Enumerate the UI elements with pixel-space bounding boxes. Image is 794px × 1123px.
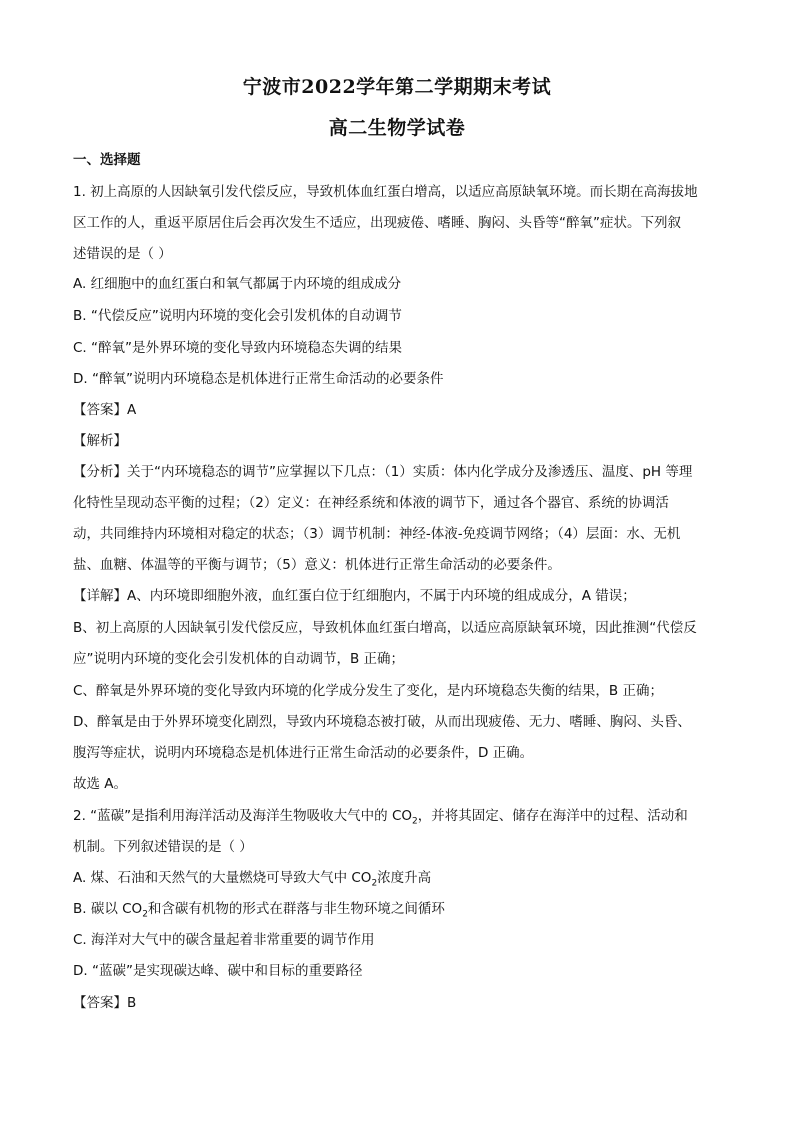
q1-xiangjie-line-2: B、初上高原的人因缺氧引发代偿反应，导致机体血红蛋白增高，以适应高原缺氧环境，因此推测“代偿反 [73, 620, 697, 636]
q1-xiangjie-line-3: 应”说明内环境的变化会引发机体的自动调节，B 正确； [73, 651, 405, 667]
exam-subtitle: 高二生物学试卷 [328, 117, 466, 139]
q2-stem-text: 2. “蓝碳”是指利用海洋活动及海洋生物吸收大气中的 CO [73, 808, 413, 824]
answer-label: 【答案】 [73, 995, 127, 1011]
q1-xiangjie-line-6: 腹泻等症状，说明内环境稳态是机体进行正常生命活动的必要条件，D 正确。 [73, 745, 534, 761]
q1-stem-line-2: 区工作的人，重返平原居住后会再次发生不适应，出现疲倦、嗜睡、胸闷、头昏等“醉氧”症状。下列叙 [73, 215, 681, 231]
option-text: A. 煤、石油和天然气的大量燃烧可导致大气中 CO [73, 870, 372, 886]
q1-option-c: C. “醉氧”是外界环境的变化导致内环境稳态失调的结果 [73, 340, 402, 356]
q1-option-a: A. 红细胞中的血红蛋白和氧气都属于内环境的组成成分 [73, 276, 402, 292]
exam-title: 宁波市2022学年第二学期期末考试 [242, 76, 552, 98]
q1-fenxi-line-3: 动，共同维持内环境相对稳定的状态；（3）调节机制：神经-体液-免疫调节网络；（4）层面：水、无机 [73, 526, 681, 542]
q1-conclusion: 故选 A。 [73, 776, 128, 792]
q1-stem-line-1: 1. 初上高原的人因缺氧引发代偿反应，导致机体血红蛋白增高，以适应高原缺氧环境。而长期在高海拔地 [73, 184, 698, 200]
q2-option-c: C. 海洋对大气中的碳含量起着非常重要的调节作用 [73, 932, 375, 948]
answer-label: 【答案】 [73, 402, 127, 418]
subscript: 2 [371, 878, 378, 888]
answer-value: B [127, 995, 137, 1011]
q1-option-b: B. “代偿反应”说明内环境的变化会引发机体的自动调节 [73, 308, 402, 324]
q2-stem-line-2: 机制。下列叙述错误的是（ ） [73, 839, 253, 855]
q2-option-b [73, 899, 733, 919]
q1-xiangjie-line-4: C、醉氧是外界环境的变化导致内环境的化学成分发生了变化，是内环境稳态失衡的结果，B 正确； [73, 683, 663, 699]
q1-xiangjie-line-1: 【详解】A、内环境即细胞外液，血红蛋白位于红细胞内，不属于内环境的组成成分，A 错误； [73, 588, 636, 604]
q1-fenxi-line-2: 化特性呈现动态平衡的过程；（2）定义：在神经系统和体液的调节下，通过各个器官、系统的协调活 [73, 495, 669, 511]
q1-xiangjie-line-5: D、醉氧是由于外界环境变化剧烈，导致内环境稳态被打破，从而出现疲倦、无力、嗜睡、胸闷、头昏、 [73, 714, 691, 730]
q2-option-a [73, 868, 733, 888]
q1-option-d: D. “醉氧”说明内环境稳态是机体进行正常生命活动的必要条件 [73, 371, 444, 387]
q1-fenxi-line-4: 盐、血糖、体温等的平衡与调节；（5）意义：机体进行正常生命活动的必要条件。 [73, 557, 561, 573]
q2-option-d: D. “蓝碳”是实现碳达峰、碳中和目标的重要路径 [73, 963, 363, 979]
q1-answer [73, 400, 733, 420]
section-heading: 一、选择题 [73, 152, 141, 168]
q1-analysis-label: 【解析】 [73, 433, 127, 449]
q2-answer [73, 993, 733, 1013]
answer-value: A [127, 402, 137, 418]
option-text-cont: 浓度升高 [377, 870, 432, 886]
subscript: 2 [142, 909, 148, 919]
q1-fenxi-line-1: 【分析】关于“内环境稳态的调节”应掌握以下几点：（1）实质：体内化学成分及渗透压、温度、pH 等理 [73, 464, 693, 480]
q1-stem-line-3: 述错误的是（ ） [73, 246, 172, 262]
option-text-cont: 和含碳有机物的形式在群落与非生物环境之间循环 [147, 901, 445, 917]
q2-stem-text-cont: ，并将其固定、储存在海洋中的过程、活动和 [417, 808, 688, 824]
subscript: 2 [412, 816, 418, 826]
option-text: B. 碳以 CO [73, 901, 143, 917]
q2-stem-line-1 [73, 806, 733, 826]
